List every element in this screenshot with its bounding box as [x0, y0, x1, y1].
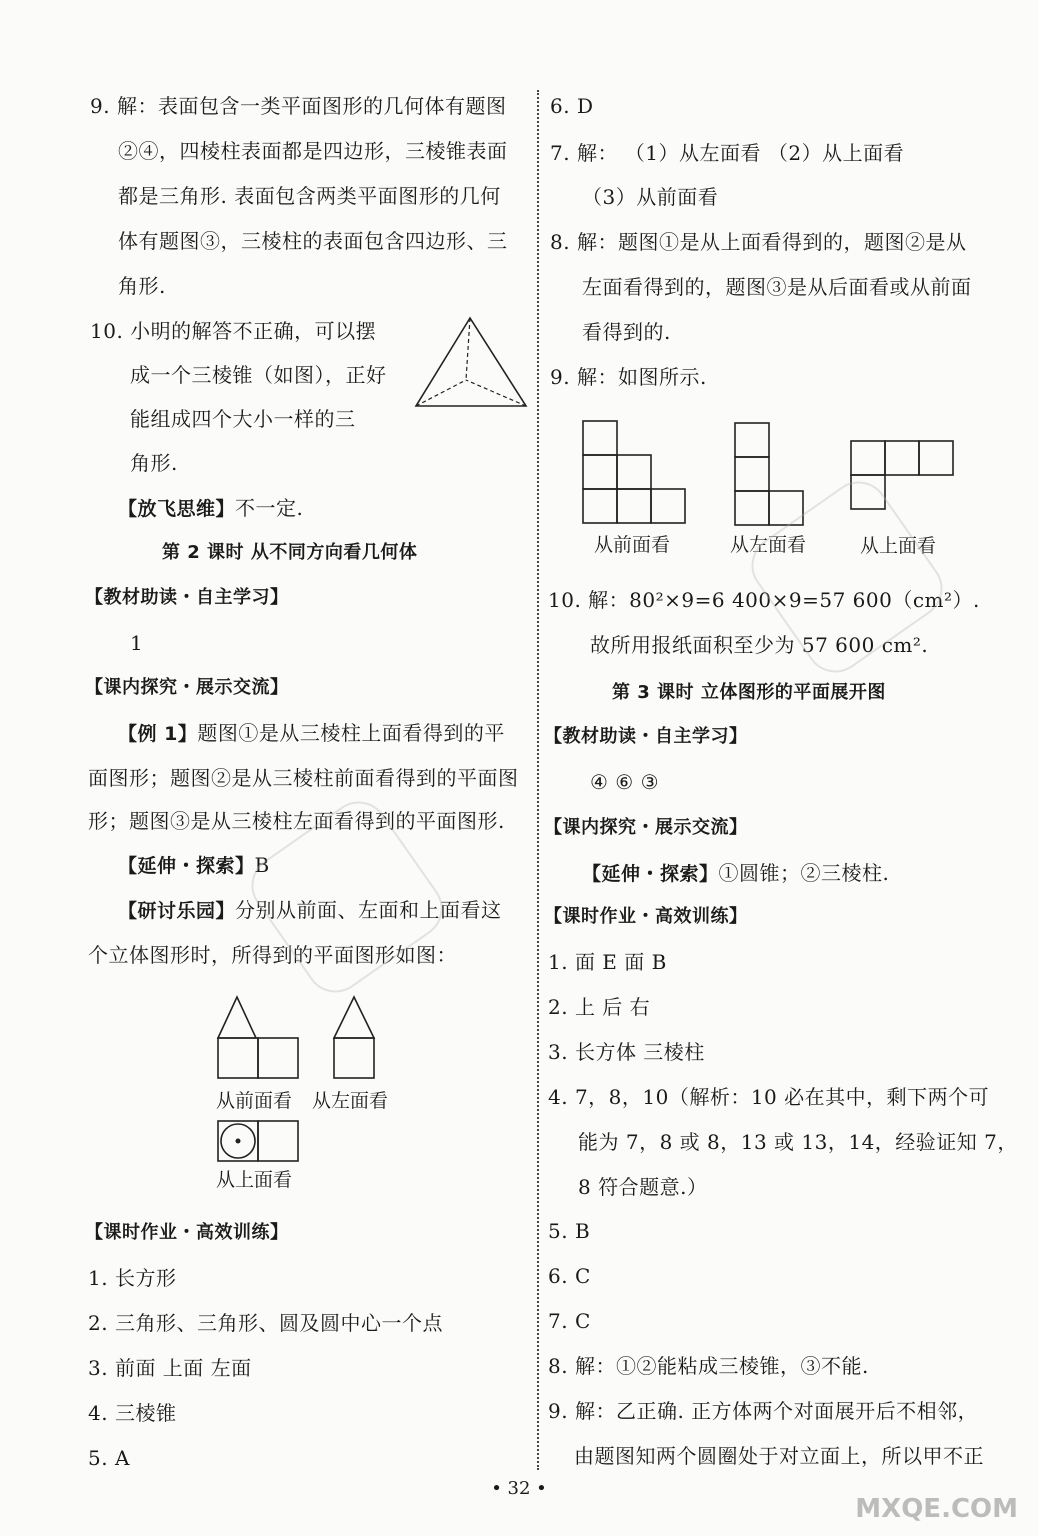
answer-line: ④ ⑥ ③: [590, 770, 660, 794]
answer-line: 看得到的.: [582, 320, 671, 344]
answer-line: 左面看得到的，题图③是从后面看或从前面: [582, 275, 972, 299]
yantao-tag: 【研讨乐园】: [118, 900, 236, 922]
fangfei-answer: 不一定.: [235, 496, 304, 520]
site-watermark: MXQE.COM: [855, 1494, 1018, 1524]
yanshen-line: [118, 852, 270, 879]
section-heading: 【课内探究・展示交流】: [85, 677, 289, 698]
answer-line: 角形.: [118, 274, 166, 298]
answer-line: 3. 前面 上面 左面: [88, 1356, 252, 1380]
answer-line: 1. 长方形: [88, 1266, 177, 1290]
example-tag: 【例 1】: [118, 723, 198, 745]
answer-line: 成一个三棱锥（如图），正好: [130, 363, 387, 387]
answer-line: 8. 解：①②能粘成三棱锥，③不能.: [548, 1354, 869, 1378]
answer-line: 面图形；题图②是从三棱柱前面看得到的平面图: [88, 766, 519, 790]
column-divider: [537, 90, 539, 1470]
tetrahedron-figure: [412, 314, 532, 414]
answer-line: 5. A: [88, 1446, 130, 1470]
yanshen-tag: 【延伸・探索】: [582, 863, 719, 885]
yanshen-answer: ①圆锥；②三棱柱.: [718, 861, 890, 885]
fig-label-left: 从左面看: [312, 1090, 389, 1112]
front-view-grid: [580, 418, 690, 528]
answer-line: 2. 上 后 右: [548, 995, 651, 1019]
answer-line: 4. 7，8，10（解析：10 必在其中，剩下两个可: [548, 1085, 990, 1109]
section-heading: 【教材助读・自主学习】: [85, 587, 289, 608]
answer-line: 8. 解：题图①是从上面看得到的，题图②是从: [550, 230, 967, 254]
answer-line: 能组成四个大小一样的三: [130, 407, 356, 431]
fig-label-left: 从左面看: [730, 534, 807, 556]
answer-line: 角形.: [130, 451, 178, 475]
fig-label-top: 从上面看: [216, 1169, 293, 1191]
answer-line: 7. 解： （1）从左面看 （2）从上面看: [550, 141, 905, 165]
answer-line: 9. 解：表面包含一类平面图形的几何体有题图: [90, 94, 507, 118]
example-line: [118, 720, 505, 747]
answer-line: 8 符合题意.）: [578, 1175, 708, 1199]
answer-line: 1: [130, 631, 144, 655]
fangfei-tag: 【放飞思维】: [118, 498, 236, 520]
fig-label-front: 从前面看: [216, 1090, 293, 1112]
answer-line: 故所用报纸面积至少为 57 600 cm².: [590, 633, 929, 657]
answer-line: 1. 面 E 面 B: [548, 950, 667, 974]
answer-line: 10. 解：80²×9=6 400×9=57 600（cm²）.: [548, 588, 980, 612]
answer-line: （3）从前面看: [582, 185, 719, 209]
answer-line: 6. C: [548, 1264, 591, 1288]
fangfei-line: [118, 495, 303, 522]
yantao-text: 分别从前面、左面和上面看这: [235, 898, 502, 922]
fig-label-top: 从上面看: [860, 535, 937, 557]
section-heading: 【课内探究・展示交流】: [544, 817, 748, 838]
answer-line: 能为 7，8 或 8，13 或 13，14，经验证知 7，: [578, 1130, 1018, 1154]
section-heading: 【教材助读・自主学习】: [544, 726, 748, 747]
yanshen-line: [582, 860, 889, 887]
yanshen-answer: B: [254, 853, 270, 877]
answer-line: 10. 小明的解答不正确，可以摆: [90, 319, 377, 343]
answer-line: 4. 三棱锥: [88, 1401, 177, 1425]
answer-line: 个立体图形时，所得到的平面图形如图：: [88, 943, 457, 967]
example-text: 题图①是从三棱柱上面看得到的平: [197, 721, 505, 745]
front-view-figure: [214, 994, 304, 1084]
answer-line: 2. 三角形、三角形、圆及圆中心一个点: [88, 1311, 443, 1335]
yanshen-tag: 【延伸・探索】: [118, 855, 255, 877]
section-title: 第 2 课时 从不同方向看几何体: [162, 542, 418, 563]
fig-label-front: 从前面看: [594, 534, 671, 556]
answer-line: 3. 长方体 三棱柱: [548, 1040, 705, 1064]
answer-line: 9. 解：乙正确. 正方体两个对面展开后不相邻，: [548, 1399, 979, 1423]
answer-line: 体有题图③，三棱柱的表面包含四边形、三: [118, 229, 508, 253]
left-view-figure: [330, 994, 380, 1084]
answer-line: 6. D: [550, 94, 594, 118]
answer-line: ②④，四棱柱表面都是四边形，三棱锥表面: [118, 139, 508, 163]
section-title: 第 3 课时 立体图形的平面展开图: [612, 682, 886, 703]
top-view-figure: [214, 1118, 304, 1164]
section-heading: 【课时作业・高效训练】: [85, 1222, 289, 1243]
answer-line: 都是三角形. 表面包含两类平面图形的几何: [118, 184, 501, 208]
answer-line: 由题图知两个圆圈处于对立面上，所以甲不正: [574, 1444, 984, 1468]
left-view-grid: [732, 420, 806, 528]
answer-line: 5. B: [548, 1219, 591, 1243]
answer-line: 7. C: [548, 1309, 591, 1333]
answer-line: 9. 解：如图所示.: [550, 365, 707, 389]
section-heading: 【课时作业・高效训练】: [544, 906, 748, 927]
answer-line: 形；题图③是从三棱柱左面看得到的平面图形.: [88, 809, 505, 833]
page-number: • 32 •: [491, 1478, 547, 1499]
